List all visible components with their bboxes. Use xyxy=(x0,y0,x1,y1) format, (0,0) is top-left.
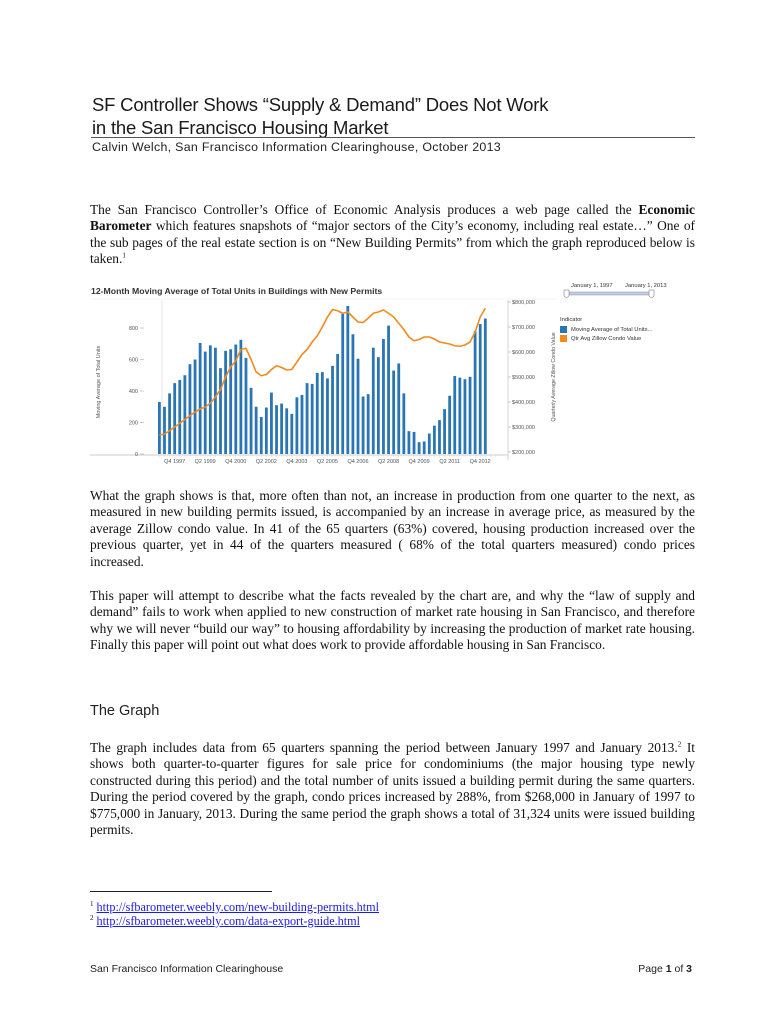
footnote-ref-2[interactable]: 2 xyxy=(677,740,682,749)
svg-text:$500,000: $500,000 xyxy=(512,375,535,381)
footnote-link-1[interactable]: http://sfbarometer.weebly.com/new-building-permits.html xyxy=(96,900,380,914)
svg-text:Q4 2009: Q4 2009 xyxy=(408,459,430,465)
title-line-2: in the San Francisco Housing Market xyxy=(92,117,389,138)
svg-text:$600,000: $600,000 xyxy=(512,350,535,356)
svg-text:$800,000: $800,000 xyxy=(512,300,535,306)
footer-page-number xyxy=(638,963,692,975)
economic-barometer-term: Economic Barometer xyxy=(90,202,695,234)
footnote-number-1: 1 xyxy=(90,899,94,908)
paragraph-findings: What the graph shows is that, more often than not, an increase in production from one quarter to the next, as measured in new building permits issued, is accompanied by an increase in average price, as measured by the average Zillow condo value. In 41 of the 65 quarters (63%) covered, housing production increased over the previous quarter, yet in 44 of the quarters measured ( 68% of the total quarters measured) condo prices increased. xyxy=(90,488,695,569)
svg-text:$200,000: $200,000 xyxy=(512,450,535,456)
paragraph-purpose: This paper will attempt to describe what the facts revealed by the chart are, and why the “law of supply and demand” fails to work when applied to new construction of market rate housing in San Francisco, and therefore why we will never “build our way” to housing affordability by increasing the production of market rate housing. Finally this paper will point out what does work to provide affordable housing in San Francisco. xyxy=(90,588,695,653)
svg-text:$400,000: $400,000 xyxy=(512,400,535,406)
legend-label-units: Moving Average of Total Units... xyxy=(571,326,653,333)
svg-text:Q2 1999: Q2 1999 xyxy=(194,459,216,465)
page-current: 1 xyxy=(665,963,672,975)
svg-text:Q2 2002: Q2 2002 xyxy=(255,459,277,465)
title-divider xyxy=(91,137,695,138)
legend-item-units[interactable] xyxy=(560,326,652,333)
svg-text:Q4 2012: Q4 2012 xyxy=(469,459,491,465)
svg-text:$300,000: $300,000 xyxy=(512,425,535,431)
footer-organization: San Francisco Information Clearinghouse xyxy=(90,963,284,975)
slider-end-label: January 1, 2013 xyxy=(625,283,667,289)
slider-start-label: January 1, 1997 xyxy=(571,283,613,289)
svg-text:Moving Average of Total Units: Moving Average of Total Units xyxy=(96,345,102,419)
footnote-2 xyxy=(90,914,360,928)
chart-title: 12-Month Moving Average of Total Units in Buildings with New Permits xyxy=(91,286,383,296)
page-prefix: Page xyxy=(638,963,666,975)
svg-text:Q4 1997: Q4 1997 xyxy=(164,459,186,465)
legend-item-condo[interactable] xyxy=(560,335,652,342)
svg-text:Q4 2006: Q4 2006 xyxy=(347,459,369,465)
footnote-number-2: 2 xyxy=(90,913,94,922)
footnote-ref-1[interactable]: 1 xyxy=(122,251,126,260)
chart-plot xyxy=(88,282,698,472)
svg-text:$700,000: $700,000 xyxy=(512,325,535,331)
document-title xyxy=(92,93,702,139)
byline: Calvin Welch, San Francisco Information Clearinghouse, October 2013 xyxy=(92,140,501,154)
graph-desc-text-2: It shows both quarter-to-quarter figures for sale price for condominiums (the major housing type newly constructed during this period) and the total number of units issued a building permit during the same quarters. During the period covered by the graph, condo prices increased by 288%, from $268,000 in January of 1997 to $775,000 in January, 2013. During the same period the graph shows a total of 31,324 units were issued building permits. xyxy=(90,740,696,838)
legend-swatch-orange xyxy=(560,335,567,342)
footnote-1 xyxy=(90,900,379,914)
svg-text:200: 200 xyxy=(128,420,138,427)
graph-desc-text-1: The graph includes data from 65 quarters spanning the period between January 1997 and January 2013. xyxy=(90,740,678,755)
intro-text-1: The San Francisco Controller’s Office of Economic Analysis produces a web page called the xyxy=(90,202,639,217)
svg-text:Quarterly Average Zillow Condo: Quarterly Average Zillow Condo Value xyxy=(551,332,557,422)
section-heading-the-graph: The Graph xyxy=(90,703,160,719)
page-total: 3 xyxy=(686,963,692,975)
svg-text:Q2 2011: Q2 2011 xyxy=(439,459,461,465)
svg-text:Q4 2000: Q4 2000 xyxy=(225,459,247,465)
legend-swatch-blue xyxy=(560,326,567,333)
intro-text-2: which features snapshots of “major sectors of the City’s economy, including real estate…” One of the sub pages of the real estate section is on “New Building Permits” from which the graph reproduced below is taken. xyxy=(90,218,695,267)
svg-text:0: 0 xyxy=(134,452,138,458)
svg-text:800: 800 xyxy=(128,326,138,332)
legend-label-condo: Qtr Avg Zillow Condo Value xyxy=(571,335,642,342)
intro-paragraph xyxy=(90,202,695,268)
svg-text:400: 400 xyxy=(128,389,138,395)
paragraph-graph-description xyxy=(90,740,695,838)
svg-text:Q4 2003: Q4 2003 xyxy=(286,459,308,465)
chart-legend xyxy=(560,317,652,344)
svg-text:Q2 2005: Q2 2005 xyxy=(316,459,338,465)
svg-text:600: 600 xyxy=(128,357,138,364)
chart xyxy=(88,282,698,472)
footnote-link-2[interactable]: http://sfbarometer.weebly.com/data-export-guide.html xyxy=(96,914,361,928)
page-of: of xyxy=(671,963,687,975)
title-line-1: SF Controller Shows “Supply & Demand” Does Not Work xyxy=(92,94,549,115)
legend-title: Indicator xyxy=(560,317,583,323)
footnote-divider xyxy=(90,891,272,892)
svg-text:Q2 2008: Q2 2008 xyxy=(378,459,400,465)
